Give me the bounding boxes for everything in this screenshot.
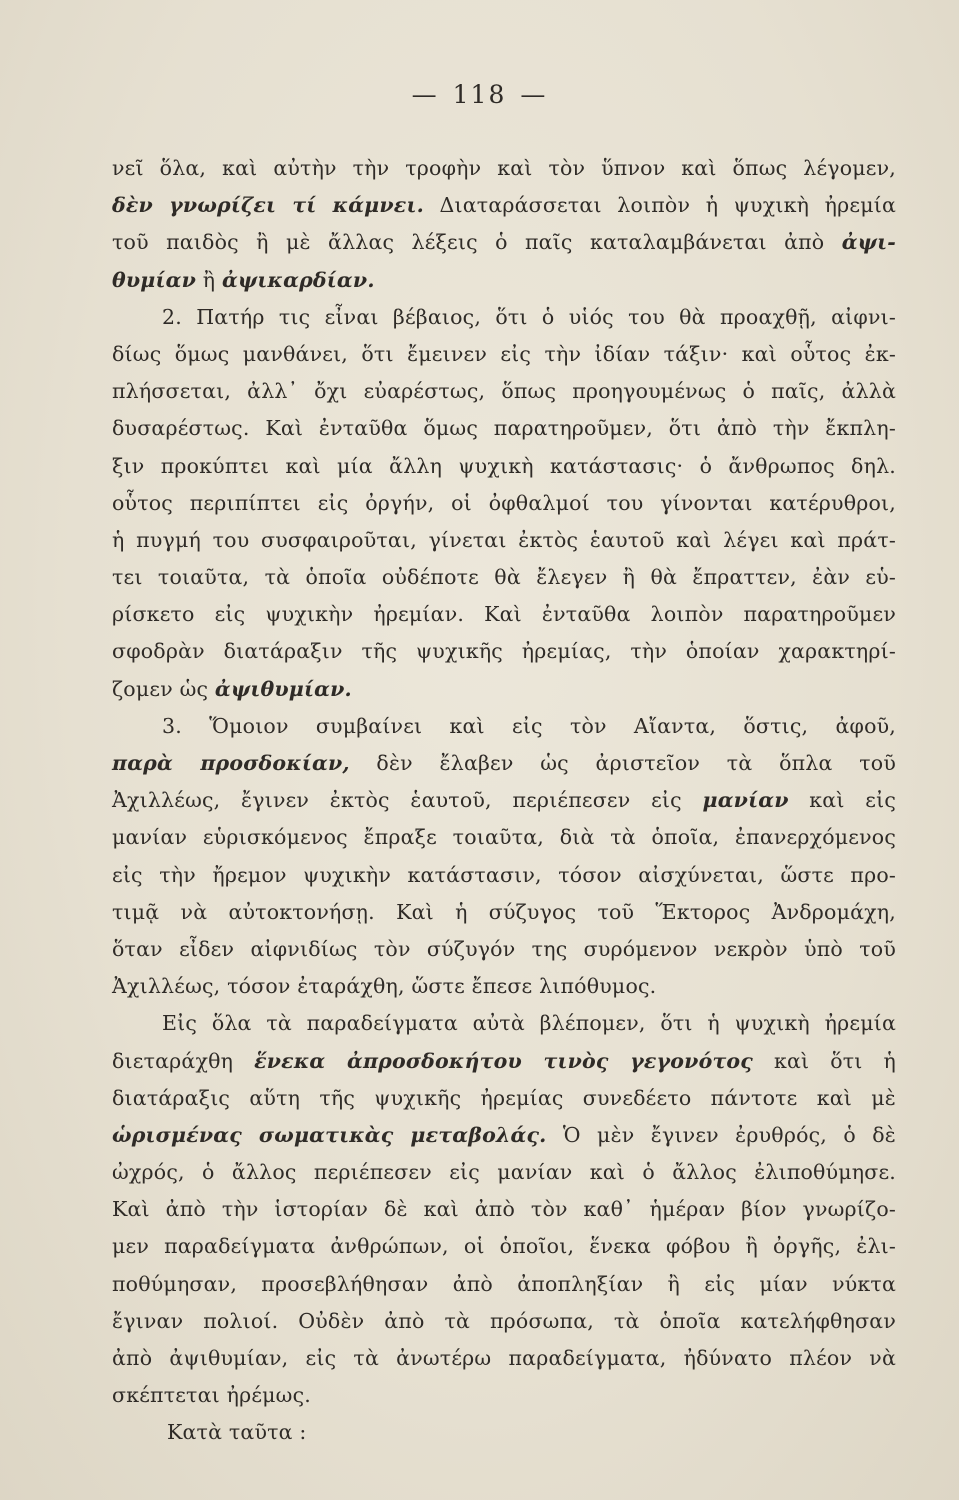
header-dash-left: —: [411, 80, 439, 109]
text-line: [112, 1414, 896, 1451]
text-line: [112, 262, 896, 299]
text-line: [112, 1191, 896, 1228]
text-line: [112, 857, 896, 894]
text-run: μεν παραδείγματα ἀνθρώπων, οἱ ὁποῖοι, ἕνεκα φόβου ἢ ὀργῆς, ἐλι-: [112, 1234, 896, 1259]
text-line: [112, 299, 896, 336]
text-run: 3. Ὅμοιον συμβαίνει καὶ εἰς τὸν Αἴαντα, ὅστις, ἀφοῦ,: [162, 713, 896, 738]
emphasized-text: θυμίαν: [112, 267, 197, 292]
text-line: [112, 1117, 896, 1154]
text-line: [112, 559, 896, 596]
text-run: καὶ εἰς: [788, 788, 896, 813]
text-run: πλήσσεται, ἀλλ᾽ ὄχι εὐαρέστως, ὅπως προηγουμένως ὁ παῖς, ἀλλὰ: [112, 379, 896, 404]
text-line: [112, 596, 896, 633]
text-run: δὲν ἔλαβεν ὡς ἀριστεῖον τὰ ὅπλα τοῦ: [349, 751, 896, 775]
text-run: 2. Πατήρ τις εἶναι βέβαιος, ὅτι ὁ υἱός του θὰ προαχθῇ, αἰφνι-: [162, 304, 896, 329]
text-run: εἰς τὴν ἤρεμον ψυχικὴν κατάστασιν, τόσον αἰσχύνεται, ὥστε προ-: [112, 862, 896, 887]
text-line: [112, 1266, 896, 1303]
text-run: ὠχρός, ὁ ἄλλος περιέπεσεν εἰς μανίαν καὶ ὁ ἄλλος ἐλιποθύμησε.: [112, 1160, 896, 1185]
text-run: Ἀχιλλέως, τόσον ἐταράχθη, ὥστε ἔπεσε λιπόθυμος.: [112, 974, 657, 999]
text-run: σκέπτεται ἠρέμως.: [112, 1383, 311, 1408]
text-run: σφοδρὰν διατάραξιν τῆς ψυχικῆς ἠρεμίας, τὴν ὁποίαν χαρακτηρί-: [112, 639, 896, 664]
text-run: Διαταράσσεται λοιπὸν ἡ ψυχικὴ ἠρεμία: [423, 193, 896, 218]
text-run: διατάραξις αὕτη τῆς ψυχικῆς ἠρεμίας συνεδέετο πάντοτε καὶ μὲ: [112, 1085, 896, 1110]
emphasized-text: ὡρισμένας σωματικὰς μεταβολάς.: [112, 1122, 547, 1147]
text-line: [112, 1043, 896, 1080]
text-line: [112, 708, 896, 745]
text-line: [112, 410, 896, 447]
text-line: [112, 633, 896, 670]
text-line: [112, 373, 896, 410]
text-run: ἔγιναν πολιοί. Οὐδὲν ἀπὸ τὰ πρόσωπα, τὰ ὁποῖα κατελήφθησαν: [112, 1308, 896, 1333]
text-line: [112, 336, 896, 373]
text-run: ξιν προκύπτει καὶ μία ἄλλη ψυχικὴ κατάστασις· ὁ ἄνθρωπος δηλ.: [112, 453, 896, 478]
text-line: [112, 1228, 896, 1265]
text-run: διεταράχθη: [112, 1048, 255, 1073]
text-line: [112, 931, 896, 968]
text-run: Εἰς ὅλα τὰ παραδείγματα αὐτὰ βλέπομεν, ὅτι ἡ ψυχικὴ ἠρεμία: [162, 1011, 896, 1036]
text-run: τιμᾷ νὰ αὐτοκτονήσῃ. Καὶ ἡ σύζυγος τοῦ Ἕκτορος Ἀνδρομάχη,: [112, 899, 896, 924]
text-line: [112, 1154, 896, 1191]
text-line: [112, 224, 896, 261]
text-line: [112, 1340, 896, 1377]
text-run: τει τοιαῦτα, τὰ ὁποῖα οὐδέποτε θὰ ἔλεγεν ἢ θὰ ἔπραττεν, ἐὰν εὑ-: [112, 565, 896, 590]
text-line: [112, 150, 896, 187]
text-run: δυσαρέστως. Καὶ ἐνταῦθα ὅμως παρατηροῦμεν, ὅτι ἀπὸ τὴν ἔκπλη-: [112, 416, 896, 441]
text-line: [112, 968, 896, 1005]
emphasized-text: ἀψικαρδίαν.: [221, 267, 375, 292]
text-run: ἡ πυγμή του συσφαιροῦται, γίνεται ἐκτὸς ἑαυτοῦ καὶ λέγει καὶ πράτ-: [112, 527, 896, 552]
text-line: [112, 187, 896, 224]
text-run: τοῦ παιδὸς ἢ μὲ ἄλλας λέξεις ὁ παῖς καταλαμβάνεται ἀπὸ: [112, 230, 842, 255]
text-run: Καὶ ἀπὸ τὴν ἱστορίαν δὲ καὶ ἀπὸ τὸν καθ᾽ ἡμέραν βίον γνωρίζο-: [112, 1197, 896, 1222]
text-run: καὶ ὅτι ἡ: [753, 1048, 896, 1073]
text-run: Ἀχιλλέως, ἔγινεν ἐκτὸς ἑαυτοῦ, περιέπεσεν εἰς: [112, 788, 703, 813]
text-run: Ὁ μὲν ἔγινεν ἐρυθρός, ὁ δὲ: [546, 1122, 897, 1147]
text-line: [112, 894, 896, 931]
text-line: [112, 819, 896, 856]
text-run: νεῖ ὅλα, καὶ αὐτὴν τὴν τροφὴν καὶ τὸν ὕπνον καὶ ὅπως λέγομεν,: [112, 156, 896, 180]
text-line: [112, 1377, 896, 1414]
page-header: [0, 80, 959, 109]
body-text: [112, 150, 896, 1452]
text-run: ὅταν εἶδεν αἰφνιδίως τὸν σύζυγόν της συρόμενον νεκρὸν ὑπὸ τοῦ: [112, 936, 896, 961]
emphasized-text: ἀψι-: [841, 230, 896, 255]
text-line: [112, 782, 896, 819]
text-run: ἢ: [196, 267, 222, 292]
emphasized-text: ἕνεκα ἀπροσδοκήτου τινὸς γεγονότος: [254, 1048, 753, 1073]
header-dash-right: —: [520, 80, 548, 109]
text-run: δίως ὅμως μανθάνει, ὅτι ἔμεινεν εἰς τὴν ἰδίαν τάξιν· καὶ οὗτος ἐκ-: [112, 341, 896, 366]
text-line: [112, 448, 896, 485]
text-run: ρίσκετο εἰς ψυχικὴν ἠρεμίαν. Καὶ ἐνταῦθα λοιπὸν παρατηροῦμεν: [112, 602, 896, 627]
text-line: [112, 485, 896, 522]
page-number: 118: [452, 80, 507, 109]
text-line: [112, 1005, 896, 1042]
text-run: ζομεν ὡς: [112, 676, 215, 701]
emphasized-text: δὲν γνωρίζει τί κάμνει.: [112, 193, 424, 218]
text-line: [112, 1080, 896, 1117]
text-run: οὗτος περιπίπτει εἰς ὀργήν, οἱ ὀφθαλμοί του γίνονται κατέρυθροι,: [112, 490, 896, 515]
text-line: [112, 671, 896, 708]
text-line: [112, 1303, 896, 1340]
text-run: Κατὰ ταῦτα :: [167, 1420, 307, 1445]
text-run: μανίαν εὑρισκόμενος ἔπραξε τοιαῦτα, διὰ τὰ ὁποῖα, ἐπανερχόμενος: [112, 825, 896, 850]
text-line: [112, 522, 896, 559]
text-run: ποθύμησαν, προσεβλήθησαν ἀπὸ ἀποπληξίαν ἢ εἰς μίαν νύκτα: [112, 1271, 896, 1296]
emphasized-text: παρὰ προσδοκίαν,: [112, 751, 350, 775]
emphasized-text: ἀψιθυμίαν.: [214, 676, 352, 701]
text-run: ἀπὸ ἀψιθυμίαν, εἰς τὰ ἀνωτέρω παραδείγματα, ἠδύνατο πλέον νὰ: [112, 1346, 896, 1370]
emphasized-text: μανίαν: [702, 788, 789, 813]
text-line: [112, 745, 896, 782]
